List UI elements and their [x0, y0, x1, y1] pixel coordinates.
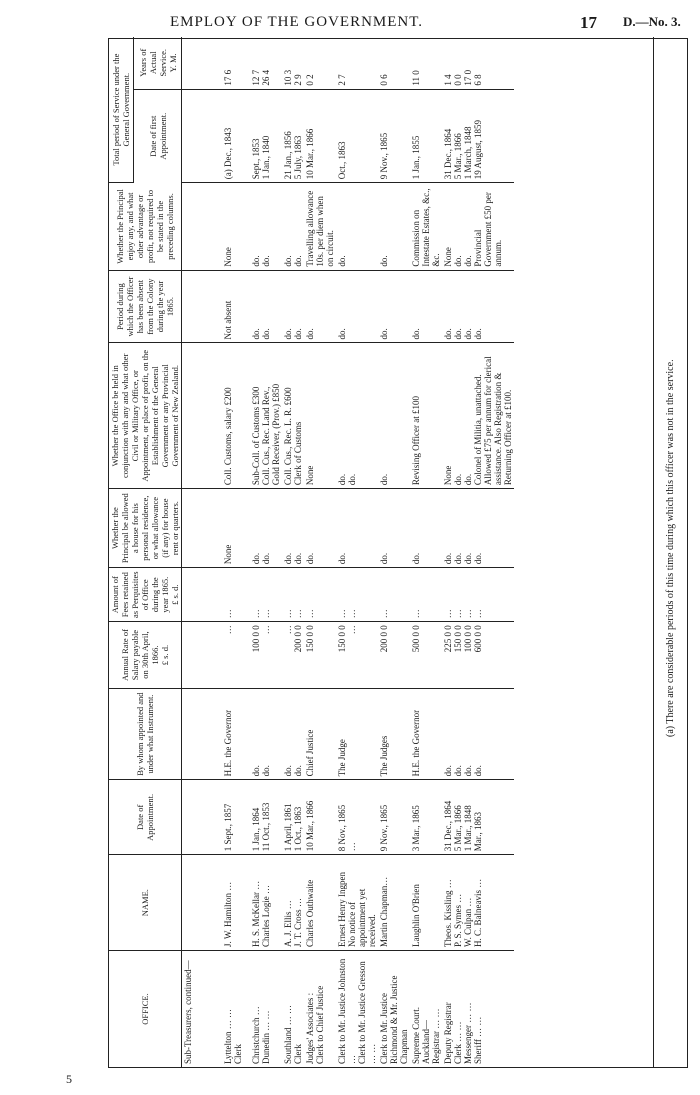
cell-house: do. [336, 489, 378, 568]
cell-office: Sub-Treasurers, continued— [183, 960, 193, 1064]
table-row [182, 37, 222, 1067]
cell-absent [182, 270, 222, 343]
table-row [336, 37, 378, 1067]
cell-fees: … [222, 568, 250, 622]
cell-absent: Not absent [222, 270, 250, 343]
cell-fees: … … [282, 568, 304, 622]
cell-first: 21 Jan., 1856 5 July, 1863 [282, 89, 304, 183]
cell-absent: do. do. [250, 270, 282, 343]
cell-office: Clerk to Mr. Justice Richmond & Mr. Justice Chapman [378, 975, 409, 1064]
cell-years: 10 3 2 9 [282, 37, 304, 89]
col-date: Date of Appointment. [109, 780, 182, 855]
cell-name: H. S. McKellar … Charles Logie … [250, 855, 282, 951]
cell-fees [182, 568, 222, 622]
cell-absent: do. [410, 270, 442, 343]
cell-name: A. J. Ellis … J. T. Cross … [282, 855, 304, 951]
col-other-office: Whether the Office be held in conjunction with any and what other Civil or Military Office, or Appointment, or place of profit, on the Establishment of the General Government or any Provincial Government of New Zealand. [109, 343, 182, 489]
employment-table [109, 37, 514, 1067]
cell-name: J. W. Hamilton … [222, 855, 250, 951]
col-name: NAME. [109, 855, 182, 951]
cell-other: None [304, 343, 336, 489]
cell-salary: 500 0 0 [410, 622, 442, 689]
cell-absent: do. [378, 270, 410, 343]
rotated-table-frame [108, 38, 688, 1068]
cell-date: 1 Jan., 1864 11 Oct., 1853 [250, 780, 282, 855]
col-first-appointment: Date of first Appointment. [134, 89, 182, 183]
cell-house: do. do. [282, 489, 304, 568]
cell-name: Charles Outhwaite [304, 855, 336, 951]
cell-years: 0 6 [378, 37, 410, 89]
cell-first: 1 Jan., 1855 [410, 89, 442, 183]
cell-date: 10 Mar., 1866 [304, 780, 336, 855]
cell-office: Supreme Court. Auckland— Registrar … … [410, 1007, 441, 1064]
cell-salary: 100 0 0 … [250, 622, 282, 689]
col-house: Whether the Principal be allowed a house for his personal residence, or what allowance (if any) for house rent or quarters. [109, 489, 182, 568]
cell-years [182, 37, 222, 89]
cell-years: 12 7 26 4 [250, 37, 282, 89]
cell-first: 10 Mar., 1866 [304, 89, 336, 183]
table-row [442, 37, 514, 1067]
cell-absent: do. do. [282, 270, 304, 343]
col-fees-units: £ s. d. [170, 584, 180, 605]
cell-by: The Judges [378, 688, 410, 780]
footnote: (a) There are considerable periods of this time during which this officer was not in the service. [653, 37, 687, 1067]
cell-name: Martin Chapman… [378, 855, 410, 951]
cell-house: do. [304, 489, 336, 568]
cell-other [182, 343, 222, 489]
cell-house: do. do. do. do. [442, 489, 514, 568]
cell-advantage [182, 183, 222, 270]
cell-first: Oct., 1863 [336, 89, 378, 183]
col-salary-units: £ s. d. [160, 644, 170, 666]
col-office: OFFICE. [109, 950, 182, 1067]
cell-name: Laughlin O'Brien [410, 855, 442, 951]
cell-absent: do. do. do. do. [442, 270, 514, 343]
cell-office: Christchurch … Dunedin … … [250, 1006, 271, 1064]
cell-by: do. do. [282, 688, 304, 780]
document-reference: D.—No. 3. [623, 14, 681, 29]
cell-advantage: Commission on Intestate Estates, &c., &c. [410, 183, 442, 270]
col-by-whom: By whom appointed and under what Instrument. [109, 688, 182, 780]
col-years-service [134, 37, 182, 89]
cell-date [182, 780, 222, 855]
col-absent: Period during which the Officer has been absent from the Colony during the year 1865. [109, 270, 182, 343]
cell-years: 1 4 0 0 17 0 6 8 [442, 37, 514, 89]
cell-date: 9 Nov., 1865 [378, 780, 410, 855]
cell-years: 17 6 [222, 37, 250, 89]
col-fees [109, 568, 182, 622]
cell-other: Coll. Customs, salary £200 [222, 343, 250, 489]
cell-first: (a) Dec., 1843 [222, 89, 250, 183]
cell-advantage: do. do. [282, 183, 304, 270]
cell-office: Lyttelton … … Clerk [222, 1009, 243, 1064]
cell-salary: 225 0 0 150 0 0 100 0 0 600 0 0 [442, 622, 514, 689]
cell-salary: 200 0 0 [378, 622, 410, 689]
cell-office: Southland … … Clerk [282, 1004, 303, 1064]
cell-fees: … … [250, 568, 282, 622]
cell-advantage: Travelling allowance 10s. per diem when on circuit. [304, 183, 336, 270]
cell-date: 31 Dec., 1864 5 Mar., 1866 1 Mar., 1848 Mar., 1863 [442, 780, 514, 855]
cell-salary [182, 622, 222, 689]
cell-house [182, 489, 222, 568]
cell-by: do. do. [250, 688, 282, 780]
cell-other: Revising Officer at £100 [410, 343, 442, 489]
cell-by: H.E. the Governor [410, 688, 442, 780]
cell-advantage: do. [378, 183, 410, 270]
cell-fees: … [378, 568, 410, 622]
cell-name [182, 855, 222, 951]
cell-fees: … … … … [442, 568, 514, 622]
cell-advantage: do. [336, 183, 378, 270]
cell-absent: do. [336, 270, 378, 343]
cell-other: None do. do. Colonel of Militia, unattached. Allowed £75 per annum for clerical assistance. Also Registration & Returning Officer at £100. [442, 343, 514, 489]
cell-fees: … … [336, 568, 378, 622]
col-salary [109, 622, 182, 689]
cell-advantage: do. do. [250, 183, 282, 270]
cell-by: Chief Justice [304, 688, 336, 780]
cell-date: 8 Nov., 1865 … [336, 780, 378, 855]
cell-first: 31 Dec., 1864 5 Mar., 1866 1 March, 1848 19 August, 1859 [442, 89, 514, 183]
col-ym-label: Y. M. [167, 53, 178, 73]
cell-other: do. [378, 343, 410, 489]
cell-salary: … 200 0 0 [282, 622, 304, 689]
cell-by: The Judge [336, 688, 378, 780]
cell-other: do. do. [336, 343, 378, 489]
page-number: 17 [580, 13, 597, 32]
cell-absent: do. [304, 270, 336, 343]
cell-house: do. [410, 489, 442, 568]
table-row [378, 37, 410, 1067]
col-years-label: Years of Actual Service. [137, 48, 168, 77]
cell-salary: … [222, 622, 250, 689]
cell-office: Deputy Registrar Clerk … … Messenger … … Sheriff … … [442, 1002, 483, 1064]
cell-first: 9 Nov., 1865 [378, 89, 410, 183]
table-row [282, 37, 304, 1067]
cell-date: 1 Sept., 1857 [222, 780, 250, 855]
cell-by: H.E. the Governor [222, 688, 250, 780]
cell-first: Sept., 1853 1 Jan., 1840 [250, 89, 282, 183]
cell-salary: 150 0 0 [304, 622, 336, 689]
table-row [250, 37, 282, 1067]
cell-office: Clerk to Mr. Justice Johnston … Clerk to Mr. Justice Gresson … … [336, 958, 377, 1064]
cell-other: Coll. Cus., Rec. L. R. £600 Clerk of Customs [282, 343, 304, 489]
col-total-service: Total period of Service under the General Government. [109, 37, 134, 183]
cell-advantage: None [222, 183, 250, 270]
cell-house: None [222, 489, 250, 568]
col-advantage: Whether the Principal enjoy any, and what other advantage or profit, not required to be stated in the preceding columns. [109, 183, 182, 270]
cell-years: 2 7 [336, 37, 378, 89]
cell-fees: … [304, 568, 336, 622]
cell-years: 0 2 [304, 37, 336, 89]
col-salary-label: Annual Rate of Salary payable on 30th April, 1866. [120, 629, 160, 682]
cell-advantage: None do. do. Provincial Government £50 per annum. [442, 183, 514, 270]
col-fees-label: Amount of Fees retained as Perquisites of Office during the year 1865. [110, 571, 170, 618]
footer-page-number: 5 [66, 1072, 72, 1086]
table-row [304, 37, 336, 1067]
table-row [410, 37, 442, 1067]
page-title: EMPLOY OF THE GOVERNMENT. [170, 14, 424, 30]
cell-years: 11 0 [410, 37, 442, 89]
cell-name: Ernest Henry Ingpen No notice of appointment yet received. [336, 855, 378, 951]
cell-house: do. [378, 489, 410, 568]
cell-by: do. do. do. do. [442, 688, 514, 780]
cell-date: 1 April, 1861 1 Oct., 1863 [282, 780, 304, 855]
table-row [222, 37, 250, 1067]
cell-other: Sub-Coll. of Customs £300 Coll. Cus., Rec. Land Rev., Gold Receiver, (Prov.) £850 [250, 343, 282, 489]
cell-fees: … [410, 568, 442, 622]
cell-by [182, 688, 222, 780]
cell-salary: 150 0 0 … [336, 622, 378, 689]
cell-office: Judges' Associates : Clerk to Chief Justice [304, 985, 325, 1064]
cell-first [182, 89, 222, 183]
cell-house: do. do. [250, 489, 282, 568]
cell-name: Theos. Kissling … P. S. Symes … W. Culpan … H. C. Balneavis … [442, 855, 514, 951]
cell-date: 3 Mar., 1865 [410, 780, 442, 855]
